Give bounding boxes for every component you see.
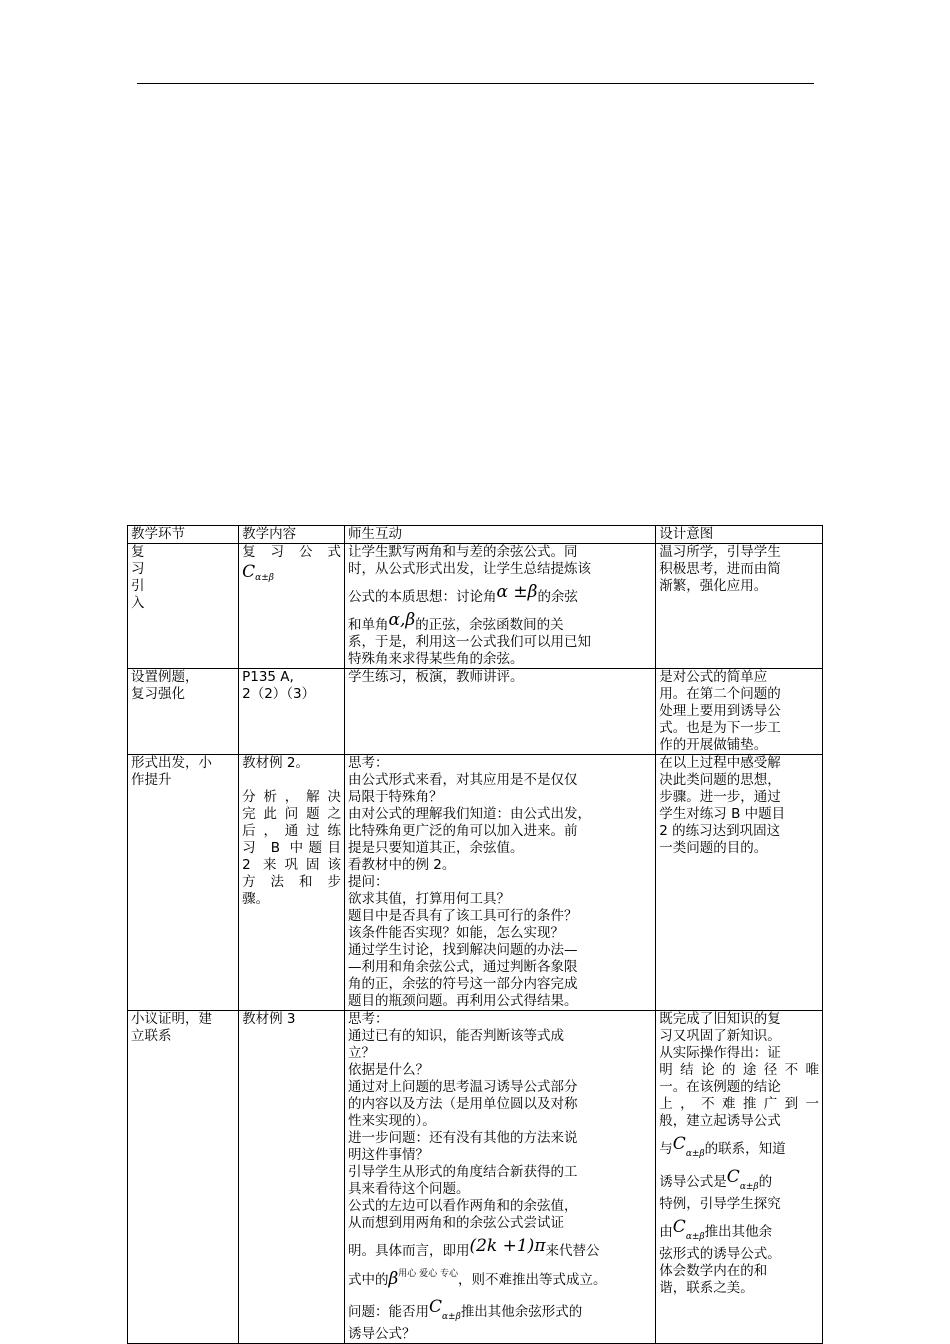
content-line: 教材例 3	[242, 1011, 296, 1027]
interaction-line: 让学生默写两角和与差的余弦公式。同	[347, 544, 578, 560]
formula-beta: β	[388, 1269, 399, 1289]
interaction-line: 立？	[347, 1045, 375, 1061]
stage-line: 立联系	[131, 1028, 172, 1044]
table-row	[128, 669, 823, 755]
purpose-line: 从实际操作得出：证	[659, 1045, 781, 1061]
interaction-line: 进一步问题：还有没有其他的方法来说	[347, 1130, 578, 1146]
stage-line: 小议证明，建	[131, 1011, 212, 1027]
stage-line: 作提升	[131, 772, 172, 788]
content-cell	[239, 544, 345, 669]
purpose-line: 诱导公式是$C_{\alpha\pm\beta}$的	[659, 1167, 773, 1192]
purpose-line: 弦形式的诱导公式。	[659, 1246, 781, 1262]
purpose-line: 2 的练习达到巩固这	[659, 823, 781, 839]
stage-line: 引	[131, 578, 145, 594]
interaction-line: —利用和角余弦公式，通过判断各象限	[347, 959, 578, 975]
purpose-cell	[656, 544, 823, 669]
table-row	[128, 544, 823, 669]
content-cell	[239, 755, 345, 1011]
header-purpose: 设计意图	[656, 526, 823, 544]
table-header-row	[128, 526, 823, 544]
interaction-line: 由公式形式来看，对其应用是不是仅仅	[347, 772, 578, 788]
content-line: 教材例 2。	[242, 755, 309, 771]
formula-c-alpha-beta: C	[726, 1167, 740, 1187]
purpose-line: 学生对练习 B 中题目	[659, 806, 786, 822]
purpose-line: 决此类问题的思想，	[659, 772, 781, 788]
purpose-line: 温习所学，引导学生	[659, 544, 781, 560]
purpose-line: 上，不难推广到一	[659, 1096, 819, 1112]
interaction-line: 性来实现的）。	[347, 1113, 436, 1129]
formula-alpha-pm-beta: α ±β	[496, 582, 538, 602]
purpose-line: 在以上过程中感受解	[659, 755, 781, 771]
interaction-line: 公式的本质思想：讨论角α ±β的余弦	[347, 582, 578, 605]
interaction-line: 题目中是否具有了该工具可行的条件？	[347, 908, 578, 924]
content-line: 2 来巩固该	[242, 857, 341, 873]
interaction-line: 系，于是，利用这一公式我们可以用已知	[347, 634, 591, 650]
content-line: 后，通过练	[242, 823, 341, 839]
interaction-line: 明。具体而言，即用(2k +1)π来代替公	[347, 1236, 600, 1259]
content-cell	[239, 1011, 345, 1344]
purpose-line: 既完成了旧知识的复	[659, 1011, 781, 1027]
table-row	[128, 755, 823, 1011]
interaction-line: 问题：能否用$C_{\alpha\pm\beta}$推出其他余弦形式的	[347, 1297, 583, 1322]
stage-line: 复	[131, 544, 145, 560]
purpose-line: 是对公式的简单应	[659, 669, 768, 685]
purpose-line: 特例，引导学生探究	[659, 1196, 781, 1212]
interaction-line: 学生练习，板演，教师讲评。	[347, 669, 524, 685]
interaction-line: 欲求其值，打算用何工具？	[347, 891, 510, 907]
header-interaction: 师生互动	[344, 526, 655, 544]
interaction-cell	[344, 669, 655, 755]
formula-c-alpha-beta: $C_{\alpha\pm\beta}$	[242, 562, 274, 583]
interaction-line: 明这件事情？	[347, 1147, 429, 1163]
content-line: 骤。	[242, 891, 270, 907]
formula-c-alpha-beta: C	[428, 1297, 442, 1317]
purpose-line: 谐，联系之美。	[659, 1280, 754, 1296]
stage-line: 形式出发，小	[131, 755, 212, 771]
content-cell	[239, 669, 345, 755]
interaction-line: 具来看待这个问题。	[347, 1181, 470, 1197]
interaction-line: 和单角α,β的正弦，余弦函数间的关	[347, 610, 564, 633]
purpose-line: 渐繁，强化应用。	[659, 578, 768, 594]
lesson-plan-table	[127, 525, 823, 1344]
purpose-line: 般，建立起诱导公式	[659, 1113, 781, 1129]
purpose-line: 习又巩固了新知识。	[659, 1028, 781, 1044]
header-stage: 教学环节	[128, 526, 239, 544]
interaction-line: 思考：	[347, 755, 389, 771]
interaction-line: 比特殊角更广泛的角可以加入进来。前	[347, 823, 578, 839]
purpose-line: 一。在该例题的结论	[659, 1079, 781, 1095]
purpose-line: 与$C_{\alpha\pm\beta}$的联系，知道	[659, 1134, 786, 1159]
interaction-cell	[344, 1011, 655, 1344]
stage-cell	[128, 544, 239, 669]
content-line	[242, 772, 341, 789]
content-line: 习 B 中题目	[242, 840, 341, 856]
purpose-line: 式。也是为下一步工	[659, 720, 781, 736]
interaction-line: 角的正，余弦的符号这一部分内容完成	[347, 976, 578, 992]
purpose-line: 步骤。进一步，通过	[659, 789, 781, 805]
purpose-cell	[656, 1011, 823, 1344]
formula-c-alpha-beta: C	[672, 1134, 686, 1154]
header-rule	[137, 83, 814, 84]
purpose-line: 体会数学内在的和	[659, 1263, 768, 1279]
footer-watermark: 用心 爱心 专心	[398, 1269, 459, 1279]
purpose-cell	[656, 669, 823, 755]
interaction-line: 的内容以及方法（是用单位圆以及对称	[347, 1096, 578, 1112]
interaction-cell	[344, 755, 655, 1011]
content-line: P135 A,	[242, 669, 294, 685]
formula-2k-plus-1-pi: (2k +1)π	[469, 1236, 546, 1256]
purpose-line: 用。在第二个问题的	[659, 686, 781, 702]
purpose-line: 作的开展做铺垫。	[659, 737, 768, 753]
stage-line: 设置例题，	[131, 669, 199, 685]
interaction-line: 引导学生从形式的角度结合新获得的工	[347, 1164, 578, 1180]
interaction-line: 从而想到用两角和的余弦公式尝试证	[347, 1215, 564, 1231]
interaction-line: 诱导公式？	[347, 1326, 416, 1342]
interaction-line: 特殊角来求得某些角的余弦。	[347, 651, 524, 667]
stage-line: 入	[131, 595, 145, 611]
interaction-line: 看教材中的例 2。	[347, 857, 456, 873]
purpose-line: 明结论的途径不唯	[659, 1062, 819, 1078]
stage-line: 复习强化	[131, 686, 185, 702]
interaction-line: 提是只要知道其正，余弦值。	[347, 840, 524, 856]
interaction-line: 通过学生讨论，找到解决问题的办法—	[347, 942, 578, 958]
interaction-line: 思考：	[347, 1011, 389, 1027]
interaction-line: 该条件能否实现？如能，怎么实现？	[347, 925, 564, 941]
stage-cell	[128, 1011, 239, 1344]
content-line: 方 法 和 步	[242, 874, 341, 890]
content-line: 分析，解决	[242, 789, 341, 805]
interaction-line: 时，从公式形式出发，让学生总结提炼该	[347, 561, 591, 577]
content-line: 完此问题之	[242, 806, 341, 822]
stage-cell	[128, 669, 239, 755]
interaction-line: 提问：	[347, 874, 389, 890]
interaction-line: 公式的左边可以看作两角和的余弦值，	[347, 1198, 578, 1214]
purpose-line: 一类问题的目的。	[659, 840, 768, 856]
purpose-line: 处理上要用到诱导公	[659, 703, 781, 719]
content-line: 复 习 公 式	[242, 544, 341, 560]
formula-alpha-beta: α,β	[388, 610, 416, 630]
stage-cell	[128, 755, 239, 1011]
interaction-line: 式中的$\beta^{用心 爱心 专心}$，则不难推出等式成立。	[347, 1269, 607, 1289]
interaction-cell	[344, 544, 655, 669]
purpose-line: 积极思考，进而由简	[659, 561, 781, 577]
interaction-line: 题目的瓶颈问题。再利用公式得结果。	[347, 993, 578, 1009]
stage-line: 习	[131, 561, 145, 577]
purpose-line: 由$C_{\alpha\pm\beta}$推出其他余	[659, 1217, 773, 1242]
interaction-line: 局限于特殊角？	[347, 789, 443, 805]
interaction-line: 依据是什么？	[347, 1062, 429, 1078]
formula-c-alpha-beta: C	[672, 1217, 686, 1237]
content-line: 2（2）（3）	[242, 686, 316, 702]
header-content: 教学内容	[239, 526, 345, 544]
interaction-line: 通过已有的知识，能否判断该等式成	[347, 1028, 564, 1044]
interaction-line: 由对公式的理解我们知道：由公式出发，	[347, 806, 591, 822]
interaction-line: 通过对上问题的思考温习诱导公式部分	[347, 1079, 578, 1095]
purpose-cell	[656, 755, 823, 1011]
table-row	[128, 1011, 823, 1344]
